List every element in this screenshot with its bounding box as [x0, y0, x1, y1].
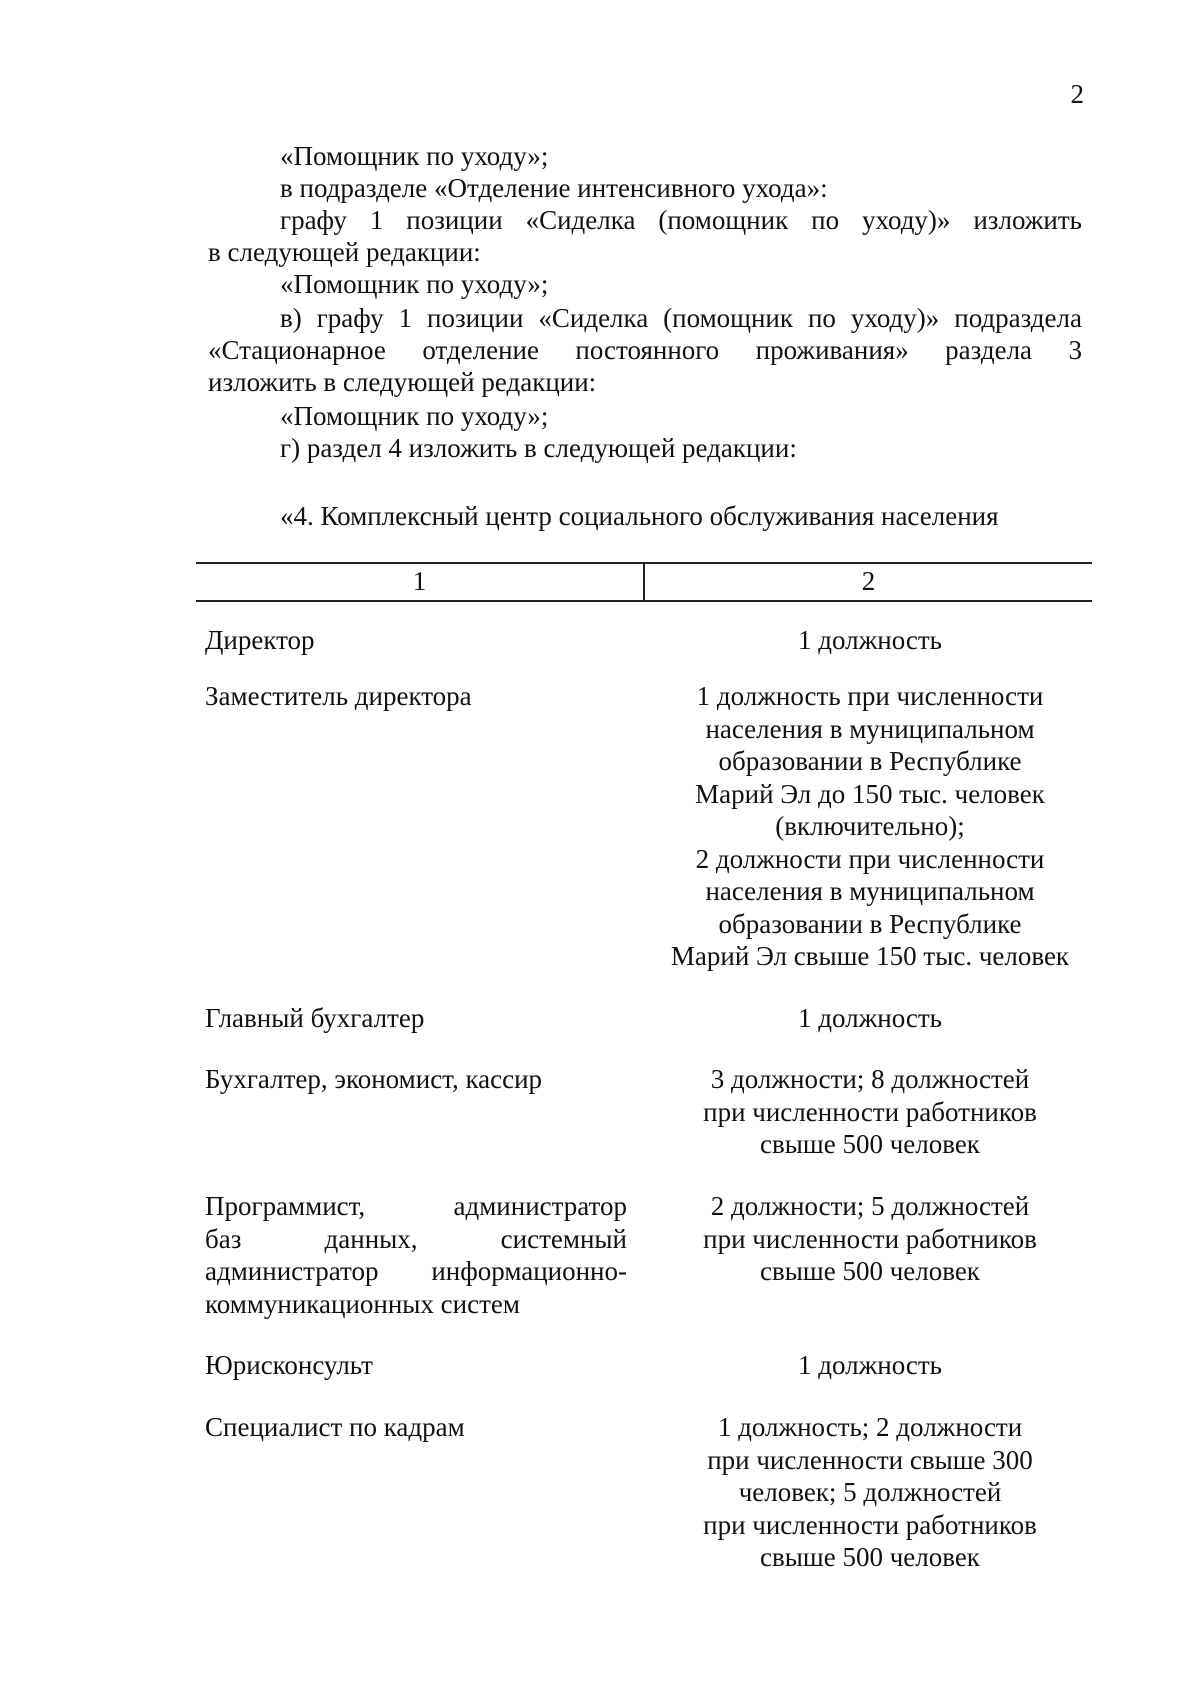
- staffing-norm: [620, 1002, 1120, 1035]
- intro-paragraph: «Стационарное отделение постоянного проживания» раздела 3: [208, 335, 1082, 365]
- intro-paragraph: в следующей редакции:: [208, 237, 481, 267]
- position-title: Заместитель директора: [205, 681, 472, 711]
- table-header: [196, 562, 1092, 602]
- section-heading: «4. Комплексный центр социального обслуживания населения: [280, 501, 999, 531]
- staffing-line: 1 должность при численности: [696, 681, 1044, 711]
- staffing-line: (включительно);: [775, 811, 965, 841]
- column-number: 1: [412, 566, 427, 596]
- column-number: 2: [861, 566, 876, 596]
- intro-paragraph: в подразделе «Отделение интенсивного ухода»:: [280, 173, 828, 203]
- staffing-line: при численности свыше 300: [707, 1444, 1033, 1475]
- position-title: Специалист по кадрам: [205, 1412, 465, 1442]
- staffing-norm: [620, 624, 1120, 657]
- staffing-line: образовании в Республике: [718, 908, 1022, 939]
- staffing-line: свыше 500 человек: [760, 1542, 980, 1572]
- staffing-line: 1 должность: [798, 625, 942, 655]
- intro-paragraph: в) графу 1 позиции «Сиделка (помощник по уходу)» подраздела: [280, 303, 1082, 333]
- staffing-line: 3 должности; 8 должностей: [710, 1064, 1030, 1094]
- staffing-line: Марий Эл до 150 тыс. человек: [695, 778, 1045, 809]
- staffing-line: 1 должность: [798, 1003, 942, 1033]
- staffing-line: свыше 500 человек: [760, 1256, 980, 1286]
- staffing-norm: [620, 680, 1120, 973]
- position-line: коммуникационных систем: [205, 1288, 520, 1319]
- position-line: баз данных, системный: [205, 1223, 627, 1254]
- staffing-norm: [620, 1411, 1120, 1574]
- position-line: администратор информационно-: [205, 1256, 627, 1286]
- staffing-norm: [620, 1349, 1120, 1382]
- staffing-line: свыше 500 человек: [760, 1129, 980, 1159]
- staffing-line: 2 должности; 5 должностей: [710, 1191, 1030, 1221]
- staffing-line: при численности работников: [703, 1223, 1037, 1254]
- intro-paragraph: г) раздел 4 изложить в следующей редакции:: [280, 433, 797, 463]
- staffing-norm: [620, 1063, 1120, 1161]
- intro-paragraph: графу 1 позиции «Сиделка (помощник по уходу)» изложить: [280, 205, 1082, 235]
- position-title: Бухгалтер, экономист, кассир: [205, 1064, 543, 1094]
- staffing-line: 1 должность; 2 должности: [717, 1412, 1023, 1442]
- page-number: 2: [1070, 79, 1084, 109]
- staffing-norm: [620, 1190, 1120, 1288]
- staffing-line: при численности работников: [703, 1096, 1037, 1127]
- intro-paragraph: изложить в следующей редакции:: [208, 367, 597, 397]
- staffing-line: населения в муниципальном: [705, 713, 1035, 744]
- position-title: [205, 1190, 627, 1320]
- position-title: Главный бухгалтер: [205, 1003, 425, 1033]
- intro-paragraph: «Помощник по уходу»;: [280, 141, 549, 171]
- intro-paragraph: «Помощник по уходу»;: [280, 269, 549, 299]
- position-title: Директор: [205, 625, 315, 655]
- staffing-line: населения в муниципальном: [705, 876, 1035, 906]
- staffing-line: 2 должности при численности: [695, 843, 1045, 874]
- staffing-line: образовании в Республике: [718, 746, 1022, 776]
- position-title: Юрисконсульт: [205, 1350, 373, 1380]
- intro-paragraph: «Помощник по уходу»;: [280, 401, 549, 431]
- staffing-line: при численности работников: [703, 1509, 1037, 1540]
- staffing-line: 1 должность: [798, 1350, 942, 1380]
- position-line: Программист, администратор: [205, 1191, 627, 1221]
- staffing-line: человек; 5 должностей: [738, 1477, 1002, 1507]
- staffing-line: Марий Эл свыше 150 тыс. человек: [670, 941, 1070, 971]
